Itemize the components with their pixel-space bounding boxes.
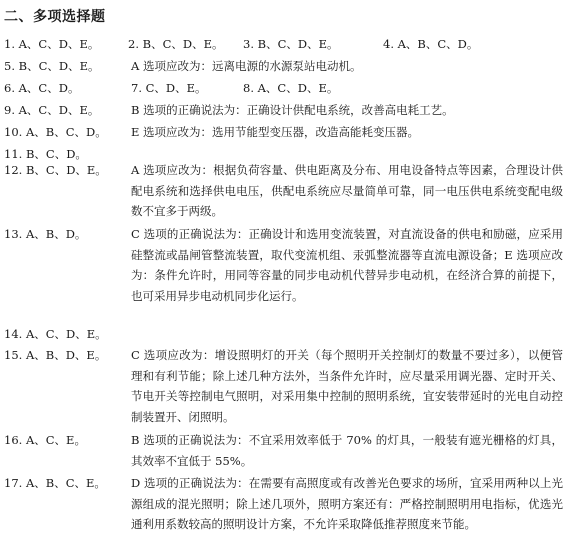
explanation-12: A 选项应改为：根据负荷容量、供电距离及分布、用电设备特点等因素，合理设计供配电系统和选择供电电压，供配电系统应尽量简单可靠，同一电压供电系统变配电级数不宜多于两级。 xyxy=(131,163,563,218)
answer-8: 8. A、C、D、E。 xyxy=(243,81,339,95)
answer-2: 2. B、C、D、E。 xyxy=(128,37,224,51)
explanation-9: B 选项的正确说法为：正确设计供配电系统，改善高电耗工艺。 xyxy=(131,103,454,117)
answer-6: 6. A、C、D。 xyxy=(4,81,80,95)
answer-15: 15. A、B、D、E。 xyxy=(4,348,107,362)
answer-10: 10. A、B、C、D。 xyxy=(4,125,107,139)
answer-13: 13. A、B、D。 xyxy=(4,227,87,241)
answer-3: 3. B、C、D、E。 xyxy=(243,37,339,51)
answer-5: 5. B、C、D、E。 xyxy=(4,59,100,73)
answer-1: 1. A、C、D、E。 xyxy=(4,37,100,51)
answer-14: 14. A、C、D、E。 xyxy=(4,327,107,341)
answer-7: 7. C、D、E。 xyxy=(131,81,207,95)
answer-4: 4. A、B、C、D。 xyxy=(383,37,479,51)
explanation-5: A 选项应改为：远离电源的水源泵站电动机。 xyxy=(131,59,362,73)
section-title: 二、多项选择题 xyxy=(4,9,106,25)
answer-17: 17. A、B、C、E。 xyxy=(4,476,106,490)
answer-12: 12. B、C、D、E。 xyxy=(4,163,107,177)
explanation-17: D 选项的正确说法为：在需要有高照度或有改善光色要求的场所，宜采用两种以上光源组成的混光照明；除上述几项外，照明方案还有：严格控制照明用电指标，优选光通利用系数较高的照明设计方案，不允许采取降低推荐照度来节能。 xyxy=(131,476,563,531)
answer-16: 16. A、C、E。 xyxy=(4,433,86,447)
answer-11: 11. B、C、D。 xyxy=(4,147,87,161)
explanation-10: E 选项应改为：选用节能型变压器，改造高能耗变压器。 xyxy=(131,125,420,139)
answer-9: 9. A、C、D、E。 xyxy=(4,103,100,117)
explanation-13: C 选项的正确说法为：正确设计和选用变流装置，对直流设备的供电和励磁，应采用硅整流或晶闸管整流装置，取代变流机组、汞弧整流器等直流电源设备；E 选项应改为：条件允许时，用同等容量的同步电动机代替异步电动机，在经济合算的前提下，也可采用异步电动机同步化运行。 xyxy=(131,227,563,303)
explanation-15: C 选项应改为：增设照明灯的开关（每个照明开关控制灯的数量不要过多），以便管理和有利节能；除上述几种方法外，当条件允许时，应尽量采用调光器、定时开关、节电开关等控制电气照明，对采用集中控制的照明系统，宜安装带延时的光电自动控制装置开、闭照明。 xyxy=(131,348,563,424)
explanation-16: B 选项的正确说法为：不宜采用效率低于 70% 的灯具，一般装有遮光栅格的灯具，其效率不宜低于 55%。 xyxy=(131,433,563,468)
